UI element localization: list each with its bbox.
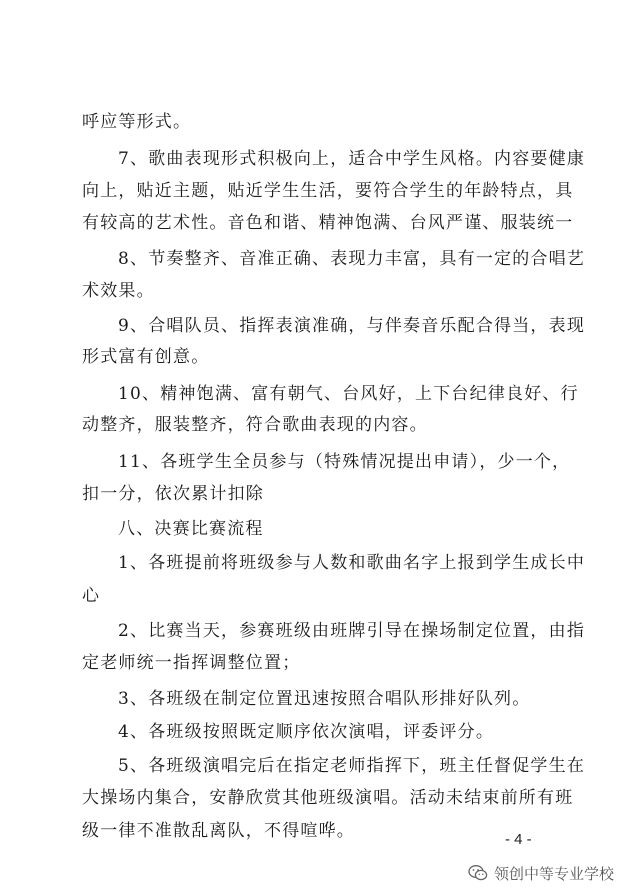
wechat-icon <box>468 864 488 882</box>
paragraph-8-line-2: 术效果。 <box>82 281 155 301</box>
step-1-line-1: 1、各班提前将班级参与人数和歌曲名字上报到学生成长中 <box>118 553 586 573</box>
step-5-line-1: 5、各班级演唱完后在指定老师指挥下，班主任督促学生在 <box>118 756 586 776</box>
section-heading: 八、决赛比赛流程 <box>118 519 264 539</box>
paragraph-10-line-1: 10、精神饱满、富有朝气、台风好，上下台纪律良好、行 <box>118 384 579 404</box>
step-4-line: 4、各班级按照既定顺序依次演唱，评委评分。 <box>118 722 495 742</box>
step-3-line: 3、各班级在制定位置迅速按照合唱队形排好队列。 <box>118 689 531 709</box>
page-number: - 4 - <box>505 831 532 848</box>
paragraph-11-line-2: 扣一分，依次累计扣除 <box>82 484 264 504</box>
paragraph-7-line-2: 向上，贴近主题，贴近学生生活，要符合学生的年龄特点，具 <box>82 181 574 201</box>
paragraph-10-line-2: 动整齐，服装整齐，符合歌曲表现的内容。 <box>82 415 428 435</box>
paragraph-7-line-3: 有较高的艺术性。音色和谐、精神饱满、台风严谨、服装统一 <box>82 213 574 233</box>
watermark-text: 领创中等专业学校 <box>494 864 615 883</box>
step-2-line-2: 定老师统一指挥调整位置； <box>82 653 301 673</box>
watermark <box>468 862 614 884</box>
paragraph-7-line-1: 7、歌曲表现形式积极向上，适合中学生风格。内容要健康 <box>118 149 586 169</box>
paragraph-11-line-1: 11、各班学生全员参与（特殊情况提出申请），少一个， <box>118 452 571 472</box>
step-5-line-3: 级一律不准散乱离队，不得喧哗。 <box>82 821 355 841</box>
text-line: 呼应等形式。 <box>82 112 192 132</box>
step-5-line-2: 大操场内集合，安静欣赏其他班级演唱。活动未结束前所有班 <box>82 788 574 808</box>
step-1-line-2: 心 <box>82 586 101 606</box>
paragraph-8-line-1: 8、节奏整齐、音准正确、表现力丰富，具有一定的合唱艺 <box>118 249 586 269</box>
step-2-line-1: 2、比赛当天，参赛班级由班牌引导在操场制定位置，由指 <box>118 621 586 641</box>
paragraph-9-line-2: 形式富有创意。 <box>82 347 210 367</box>
paragraph-9-line-1: 9、合唱队员、指挥表演准确，与伴奏音乐配合得当，表现 <box>118 316 586 336</box>
